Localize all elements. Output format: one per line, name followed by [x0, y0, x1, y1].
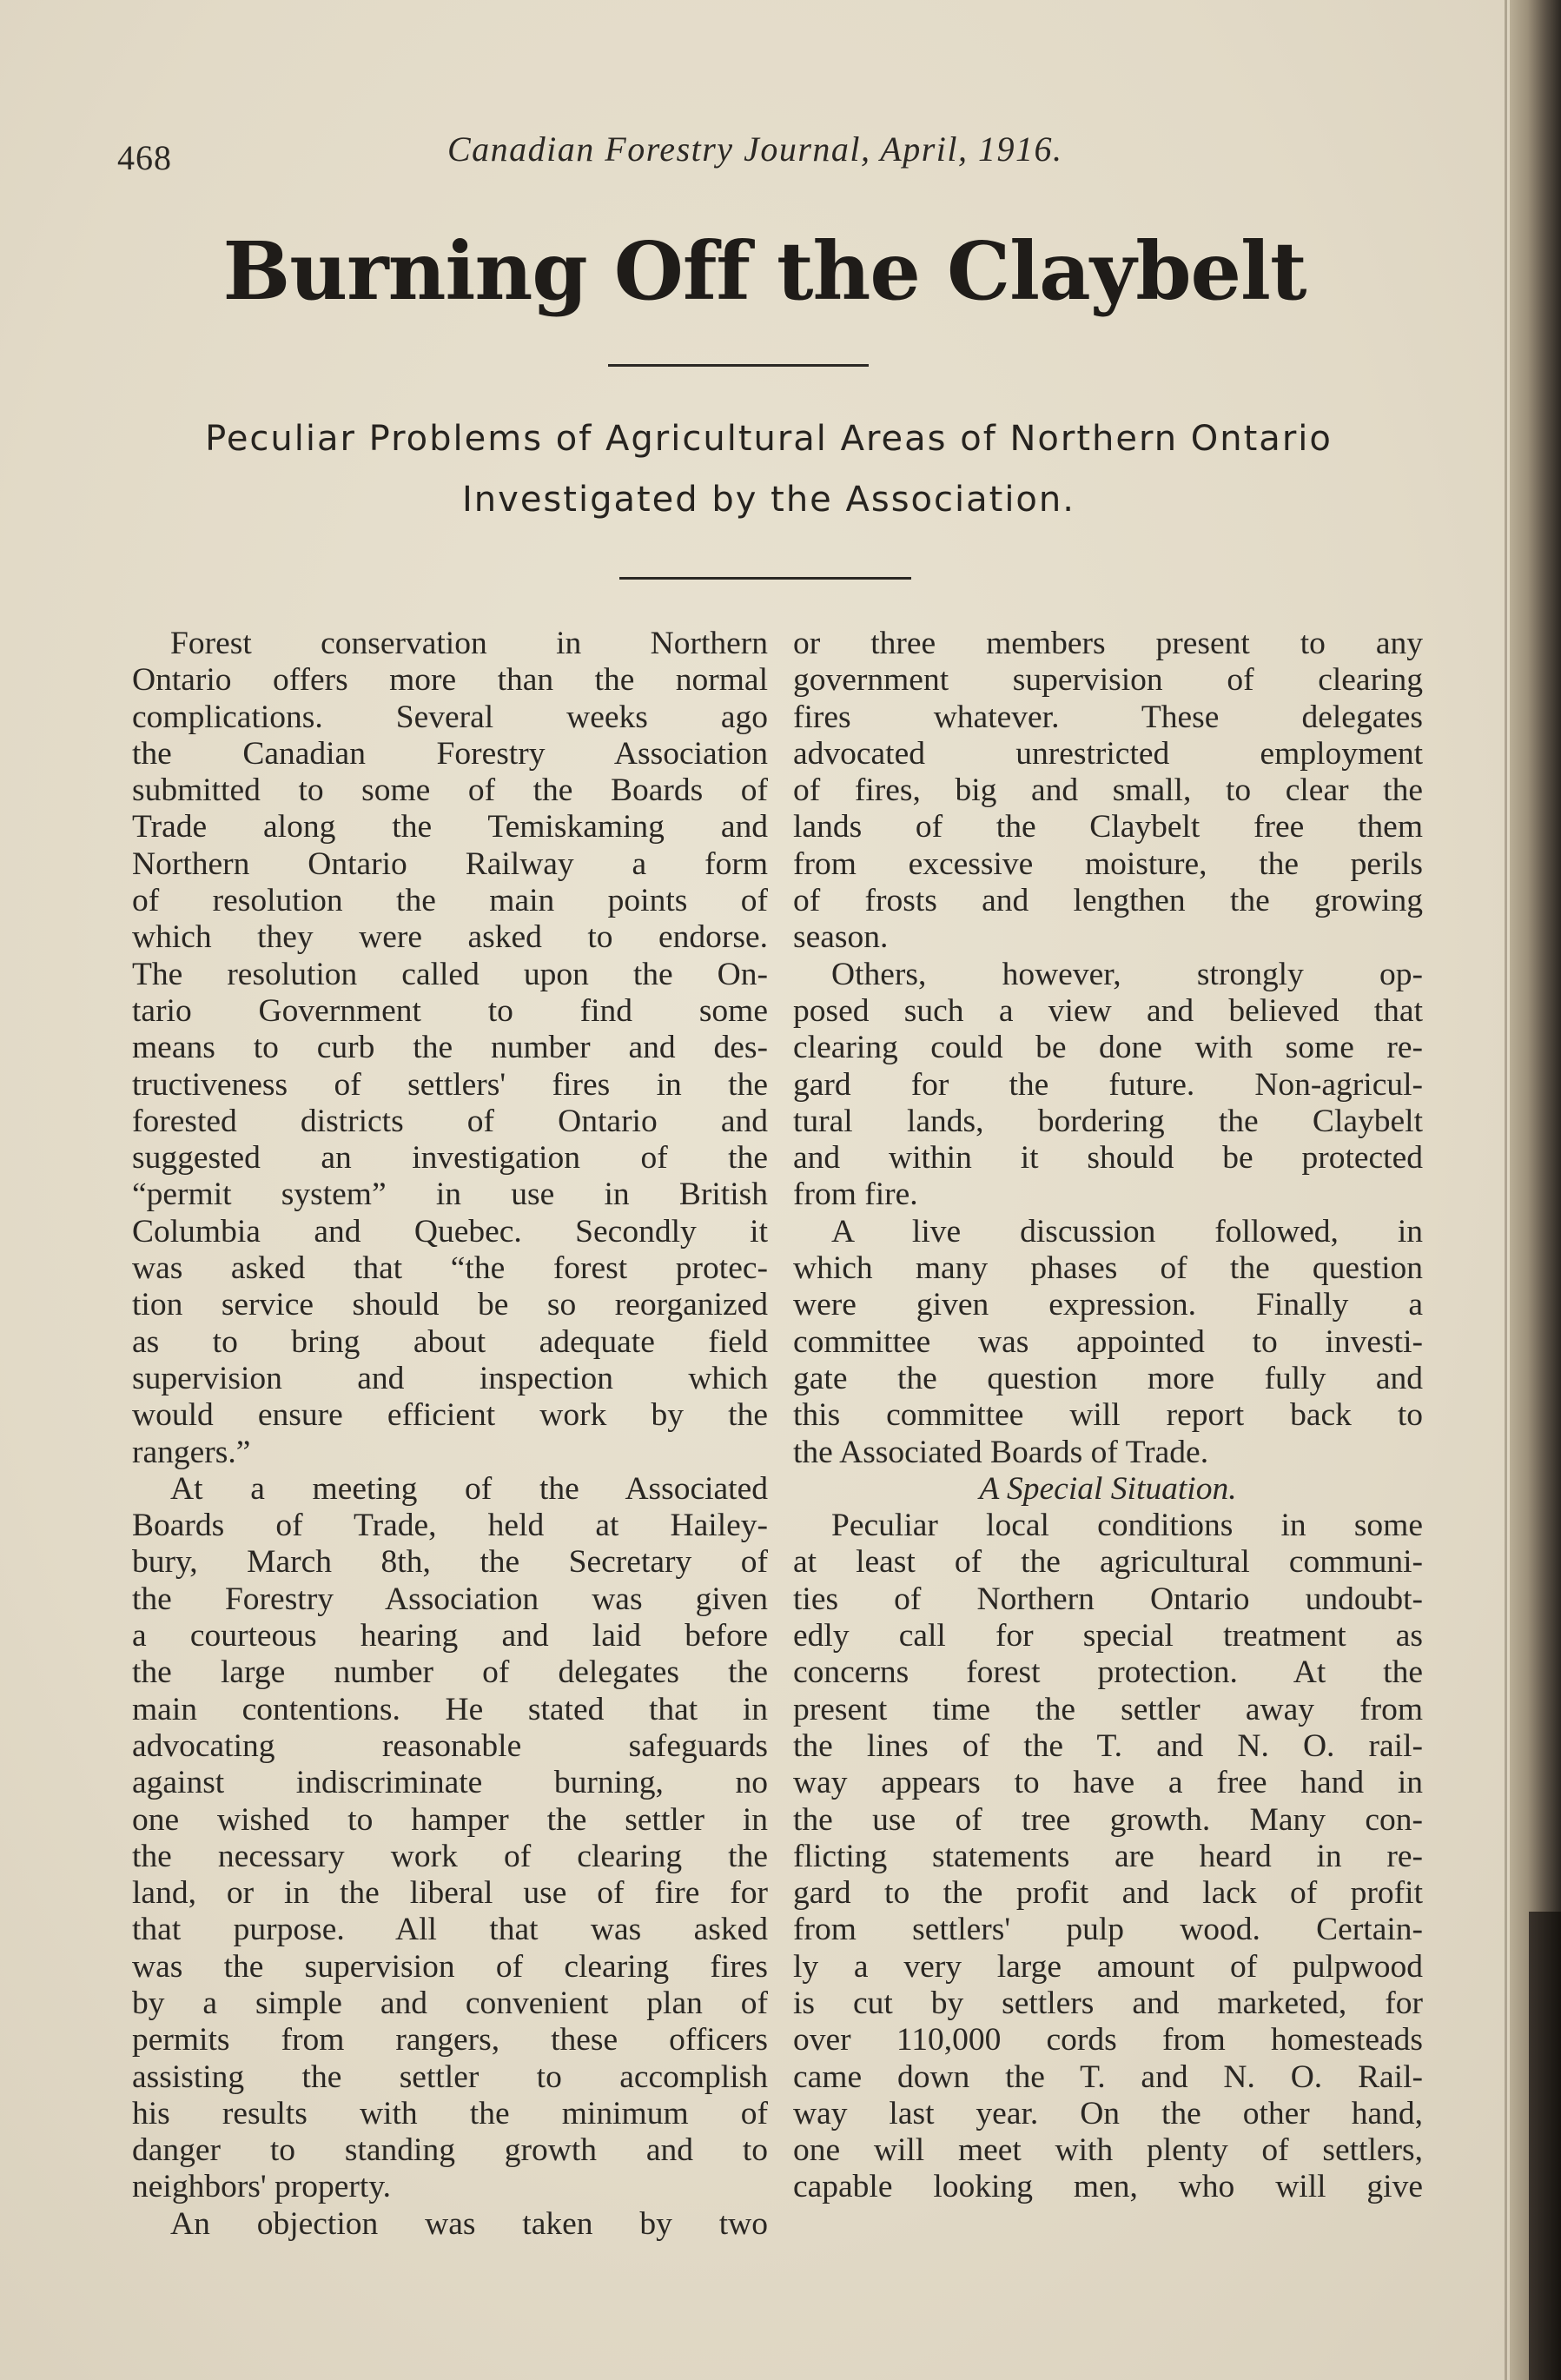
text-line: this committee will report back to: [793, 1397, 1423, 1434]
text-line: forested districts of Ontario and: [132, 1103, 768, 1139]
text-line: tructiveness of settlers' fires in the: [132, 1066, 768, 1103]
text-line: would ensure efficient work by the: [132, 1397, 768, 1434]
text-line: At a meeting of the Associated: [170, 1470, 768, 1507]
text-line: against indiscriminate burning, no: [132, 1765, 768, 1801]
article-subtitle: [122, 408, 1416, 530]
text-line: gard to the profit and lack of profit: [793, 1875, 1423, 1912]
text-line: is cut by settlers and marketed, for: [793, 1985, 1423, 2021]
text-line: tario Government to find some: [132, 992, 768, 1029]
text-line: edly call for special treatment as: [793, 1618, 1423, 1654]
page-edge-shadow: [1505, 0, 1507, 2380]
text-line: suggested an investigation of the: [132, 1140, 768, 1177]
text-line: way appears to have a free hand in: [793, 1765, 1423, 1801]
text-line: the lines of the T. and N. O. rail-: [793, 1727, 1423, 1764]
text-line: means to curb the number and des-: [132, 1030, 768, 1066]
text-line: Northern Ontario Railway a form: [132, 845, 768, 882]
text-line: Forest conservation in Northern: [170, 626, 768, 661]
text-line: gard for the future. Non-agricul-: [793, 1066, 1423, 1103]
text-line: present time the settler away from: [793, 1691, 1423, 1727]
text-line: which they were asked to endorse.: [132, 919, 768, 956]
text-line: bury, March 8th, the Secretary of: [132, 1544, 768, 1581]
text-line: tural lands, bordering the Claybelt: [793, 1103, 1423, 1139]
text-line: the Canadian Forestry Association: [132, 735, 768, 772]
text-line: one wished to hamper the settler in: [132, 1801, 768, 1838]
subtitle-rule: [619, 577, 911, 580]
text-line: which many phases of the question: [793, 1250, 1423, 1287]
text-line: land, or in the liberal use of fire for: [132, 1875, 768, 1912]
text-line: flicting statements are heard in re-: [793, 1838, 1423, 1874]
text-line: government supervision of clearing: [793, 662, 1423, 699]
subtitle-line-2: Investigated by the Association.: [462, 480, 1075, 520]
text-line: “permit system” in use in British: [132, 1177, 768, 1213]
text-line: Trade along the Temiskaming and: [132, 809, 768, 845]
text-line: capable looking men, who will give: [793, 2169, 1423, 2205]
text-line: as to bring about adequate field: [132, 1323, 768, 1360]
text-line: committee was appointed to investi-: [793, 1323, 1423, 1360]
text-line: supervision and inspection which: [132, 1360, 768, 1396]
text-line: was asked that “the forest protec-: [132, 1250, 768, 1287]
text-line: permits from rangers, these officers: [132, 2022, 768, 2058]
text-line: lands of the Claybelt free them: [793, 809, 1423, 845]
text-line: Boards of Trade, held at Hailey-: [132, 1508, 768, 1544]
text-line: danger to standing growth and to: [132, 2132, 768, 2169]
text-line: advocating reasonable safeguards: [132, 1727, 768, 1764]
text-line: came down the T. and N. O. Rail-: [793, 2058, 1423, 2095]
text-line: tion service should be so reorganized: [132, 1287, 768, 1323]
text-line: submitted to some of the Boards of: [132, 772, 768, 809]
text-line: over 110,000 cords from homesteads: [793, 2022, 1423, 2058]
text-line: ly a very large amount of pulpwood: [793, 1948, 1423, 1985]
text-line: the large number of delegates the: [132, 1654, 768, 1691]
text-line: The resolution called upon the On-: [132, 956, 768, 992]
text-line: at least of the agricultural communi-: [793, 1544, 1423, 1581]
text-line: ties of Northern Ontario undoubt-: [793, 1581, 1423, 1617]
text-line: Peculiar local conditions in some: [831, 1508, 1423, 1544]
text-line: posed such a view and believed that: [793, 992, 1423, 1029]
left-column: [132, 626, 768, 2243]
text-line: from excessive moisture, the perils: [793, 845, 1423, 882]
text-line: Others, however, strongly op-: [831, 956, 1423, 992]
text-line: rangers.”: [132, 1434, 251, 1470]
text-line: gate the question more fully and: [793, 1360, 1423, 1396]
text-line: were given expression. Finally a: [793, 1287, 1423, 1323]
subtitle-line-1: Peculiar Problems of Agricultural Areas of Northern Ontario: [205, 419, 1333, 459]
right-column: [793, 626, 1423, 2206]
text-line: the Associated Boards of Trade.: [793, 1434, 1209, 1470]
text-line: his results with the minimum of: [132, 2095, 768, 2131]
text-line: complications. Several weeks ago: [132, 699, 768, 735]
text-line: main contentions. He stated that in: [132, 1691, 768, 1727]
text-line: concerns forest protection. At the: [793, 1654, 1423, 1691]
text-line: the necessary work of clearing the: [132, 1838, 768, 1874]
text-line: that purpose. All that was asked: [132, 1912, 768, 1948]
text-line: advocated unrestricted employment: [793, 735, 1423, 772]
text-line: Columbia and Quebec. Secondly it: [132, 1213, 768, 1250]
text-line: was the supervision of clearing fires: [132, 1948, 768, 1985]
title-rule: [608, 364, 869, 367]
text-line: by a simple and convenient plan of: [132, 1985, 768, 2021]
text-line: the Forestry Association was given: [132, 1581, 768, 1617]
text-line: from settlers' pulp wood. Certain-: [793, 1912, 1423, 1948]
text-line: An objection was taken by two: [170, 2205, 768, 2242]
text-line: of resolution the main points of: [132, 883, 768, 919]
text-line: a courteous hearing and laid before: [132, 1618, 768, 1654]
book-spine-shadow: [1529, 1912, 1561, 2380]
text-line: fires whatever. These delegates: [793, 699, 1423, 735]
text-line: of fires, big and small, to clear the: [793, 772, 1423, 809]
running-head: Canadian Forestry Journal, April, 1916.: [447, 129, 1063, 169]
text-line: assisting the settler to accomplish: [132, 2058, 768, 2095]
text-line: Ontario offers more than the normal: [132, 662, 768, 699]
text-line: neighbors' property.: [132, 2169, 392, 2205]
text-line: of frosts and lengthen the growing: [793, 883, 1423, 919]
text-line: the use of tree growth. Many con-: [793, 1801, 1423, 1838]
text-line: and within it should be protected: [793, 1140, 1423, 1177]
text-line: one will meet with plenty of settlers,: [793, 2132, 1423, 2169]
page-number: 468: [117, 138, 172, 177]
text-line: or three members present to any: [793, 626, 1423, 661]
text-line: way last year. On the other hand,: [793, 2095, 1423, 2131]
text-line: clearing could be done with some re-: [793, 1030, 1423, 1066]
text-line: A live discussion followed, in: [831, 1213, 1423, 1250]
section-heading: A Special Situation.: [979, 1470, 1237, 1507]
text-line: from fire.: [793, 1177, 918, 1213]
text-line: season.: [793, 919, 889, 956]
article-title: Burning Off the Claybelt: [222, 224, 1306, 318]
